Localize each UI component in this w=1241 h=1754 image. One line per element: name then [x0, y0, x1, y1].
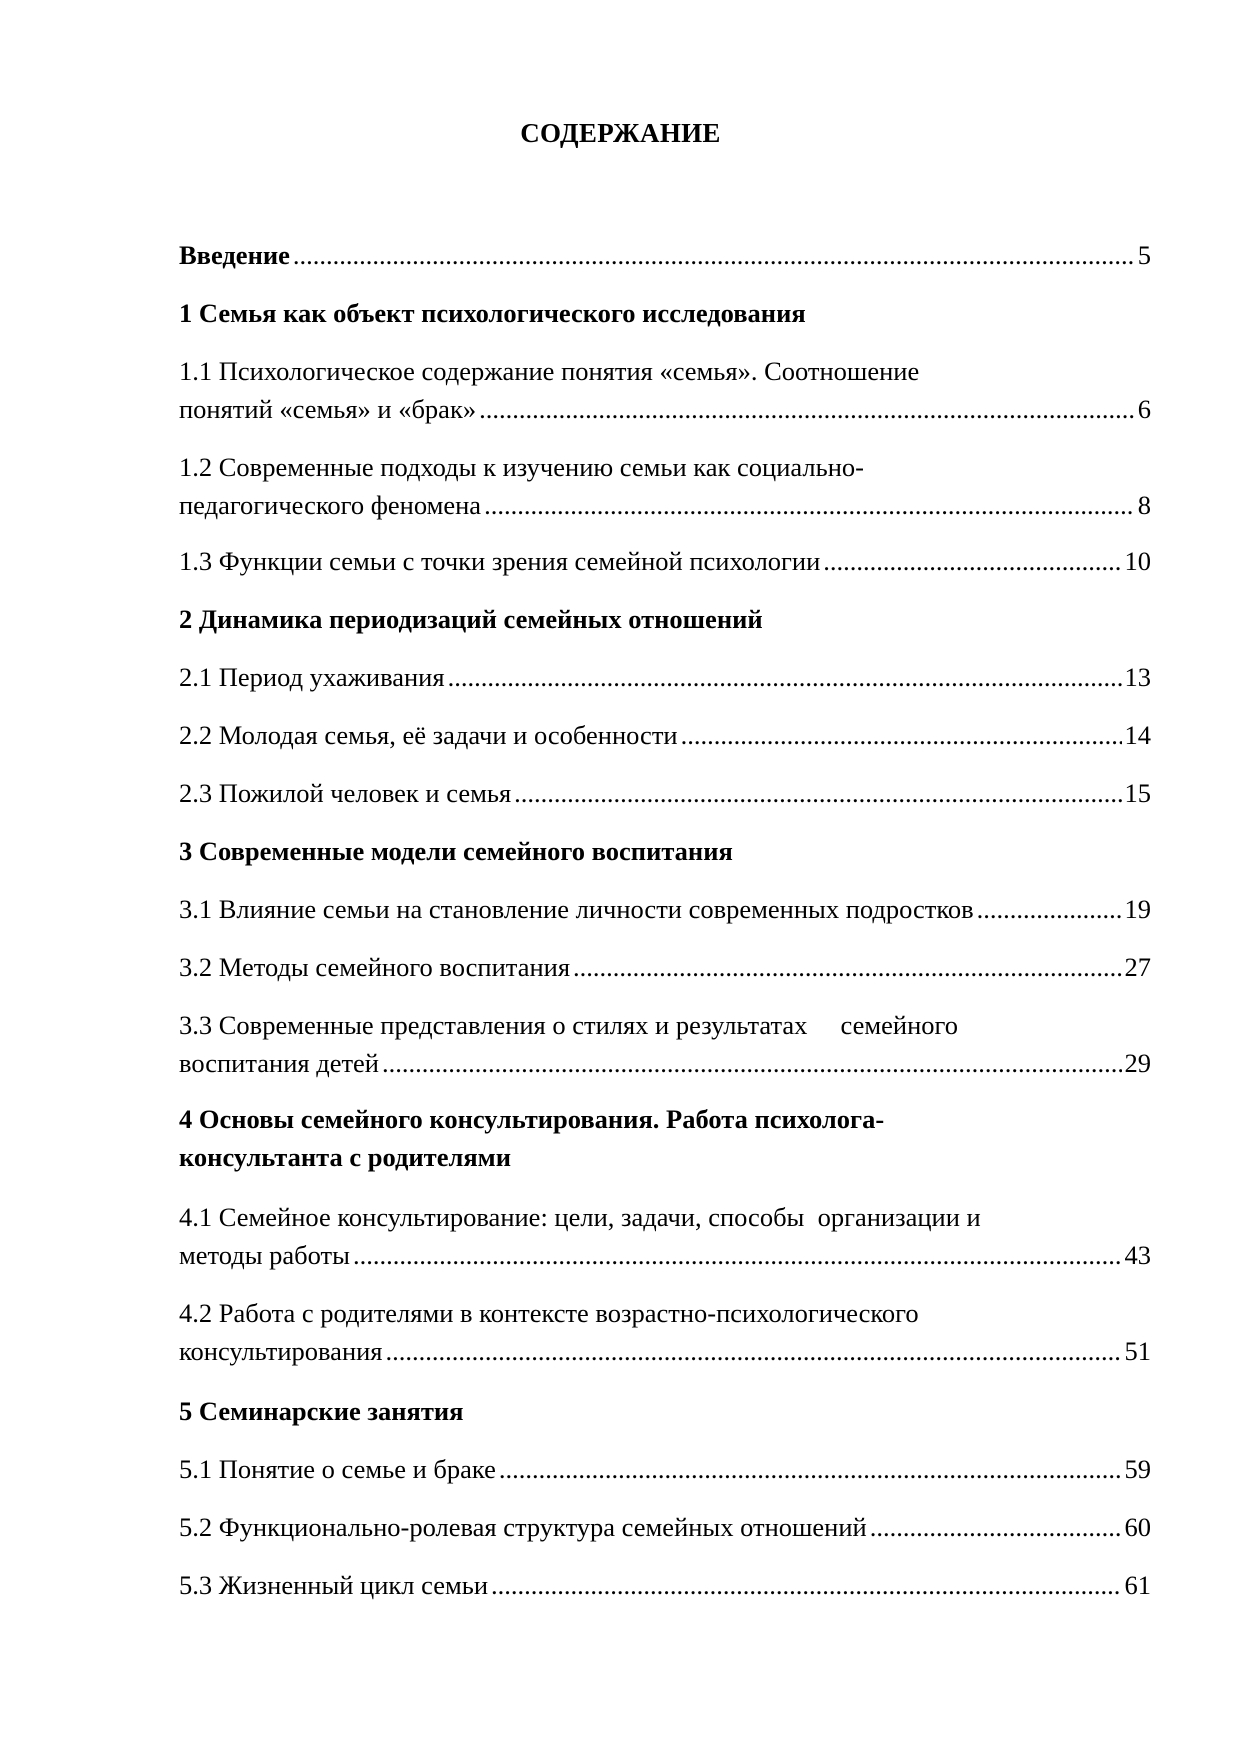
toc-page-number: 8	[1137, 490, 1151, 520]
toc-entry-3-1[interactable]	[179, 890, 1151, 928]
toc-page-number: 15	[1124, 778, 1151, 808]
leader-dots	[491, 1566, 1121, 1604]
toc-entry-label: Введение	[179, 240, 290, 270]
toc-entry-5-1[interactable]	[179, 1450, 1151, 1488]
leader-dots	[977, 890, 1122, 928]
toc-entry-2-3[interactable]	[179, 774, 1151, 812]
leader-dots	[573, 948, 1121, 986]
toc-page-number: 51	[1124, 1336, 1151, 1366]
chapter-title-line1: 4 Основы семейного консультирования. Работа психолога-	[179, 1104, 885, 1134]
toc-entry-label-line1: 4.1 Семейное консультирование: цели, задачи, способы организации и	[179, 1202, 981, 1232]
toc-entry-label-line1: 1.2 Современные подходы к изучению семьи как социально-	[179, 452, 864, 482]
toc-entry-2-1[interactable]	[179, 658, 1151, 696]
leader-dots	[870, 1508, 1122, 1546]
toc-entry-label: 5.3 Жизненный цикл семьи	[179, 1570, 489, 1600]
toc-entry-label: 2.1 Период ухаживания	[179, 662, 445, 692]
toc-entry-2-2[interactable]	[179, 716, 1151, 754]
toc-page-number: 27	[1124, 952, 1151, 982]
toc-entry-label-line2: воспитания детей	[179, 1048, 379, 1078]
toc-entry-3-2[interactable]	[179, 948, 1151, 986]
toc-entry-label: 5.1 Понятие о семье и браке	[179, 1454, 496, 1484]
toc-entry-4-2[interactable]	[179, 1294, 1151, 1370]
toc-entry-5-2[interactable]	[179, 1508, 1151, 1546]
toc-entry-label: 3.2 Методы семейного воспитания	[179, 952, 571, 982]
toc-chapter-2	[179, 600, 1151, 638]
leader-dots	[382, 1044, 1122, 1082]
leader-dots	[499, 1450, 1122, 1488]
toc-entry-label-line2: методы работы	[179, 1240, 350, 1270]
chapter-title: 2 Динамика периодизаций семейных отношений	[179, 604, 763, 634]
toc-entry-label: 3.1 Влияние семьи на становление личности современных подростков	[179, 894, 974, 924]
chapter-title: 5 Семинарские занятия	[179, 1396, 464, 1426]
leader-dots	[484, 486, 1135, 524]
toc-entry-4-1[interactable]	[179, 1198, 1151, 1274]
leader-dots	[514, 774, 1121, 812]
leader-dots	[293, 236, 1135, 274]
chapter-title-line2: консультанта с родителями	[179, 1142, 511, 1172]
leader-dots	[681, 716, 1122, 754]
toc-page-number: 5	[1137, 240, 1151, 270]
toc-chapter-4	[179, 1100, 1151, 1176]
toc-page-number: 10	[1124, 546, 1151, 576]
toc-entry-label: 2.2 Молодая семья, её задачи и особенности	[179, 720, 678, 750]
leader-dots	[823, 542, 1121, 580]
toc-entry-1-2[interactable]	[179, 448, 1151, 524]
toc-page-number: 14	[1124, 720, 1151, 750]
chapter-title: 3 Современные модели семейного воспитания	[179, 836, 733, 866]
toc-page-number: 19	[1124, 894, 1151, 924]
toc-entry-label: 1.3 Функции семьи с точки зрения семейной психологии	[179, 546, 821, 576]
toc-entry-label-line1: 4.2 Работа с родителями в контексте возрастно-психологического	[179, 1298, 919, 1328]
toc-entry-label-line1: 1.1 Психологическое содержание понятия «семья». Соотношение	[179, 356, 920, 386]
toc-page-number: 13	[1124, 662, 1151, 692]
leader-dots	[448, 658, 1122, 696]
leader-dots	[353, 1236, 1122, 1274]
toc-page-number: 43	[1124, 1240, 1151, 1270]
toc-entry-3-3[interactable]	[179, 1006, 1151, 1082]
toc-entry-label-line2: консультирования	[179, 1336, 383, 1366]
toc-entry-label: 2.3 Пожилой человек и семья	[179, 778, 512, 808]
toc-chapter-3	[179, 832, 1151, 870]
toc-entry-label: 5.2 Функционально-ролевая структура семейных отношений	[179, 1512, 867, 1542]
chapter-title: 1 Семья как объект психологического исследования	[179, 298, 806, 328]
leader-dots	[479, 390, 1135, 428]
page-title: СОДЕРЖАНИЕ	[520, 118, 721, 148]
toc-entry-label-line2: педагогического феномена	[179, 490, 482, 520]
toc-page-number: 6	[1137, 394, 1151, 424]
toc-entry-1-3[interactable]	[179, 542, 1151, 580]
leader-dots	[386, 1332, 1122, 1370]
toc-chapter-5	[179, 1392, 1151, 1430]
toc-page-number: 59	[1124, 1454, 1151, 1484]
toc-chapter-1	[179, 294, 1151, 332]
toc-page-number: 60	[1124, 1512, 1151, 1542]
toc-entry-1-1[interactable]	[179, 352, 1151, 428]
toc-entry-intro[interactable]	[179, 236, 1151, 274]
toc-page-number: 29	[1124, 1048, 1151, 1078]
toc-entry-label-line1: 3.3 Современные представления о стилях и результатах семейного	[179, 1010, 958, 1040]
toc-page-number: 61	[1124, 1570, 1151, 1600]
toc-entry-5-3[interactable]	[179, 1566, 1151, 1604]
toc-entry-label-line2: понятий «семья» и «брак»	[179, 394, 477, 424]
